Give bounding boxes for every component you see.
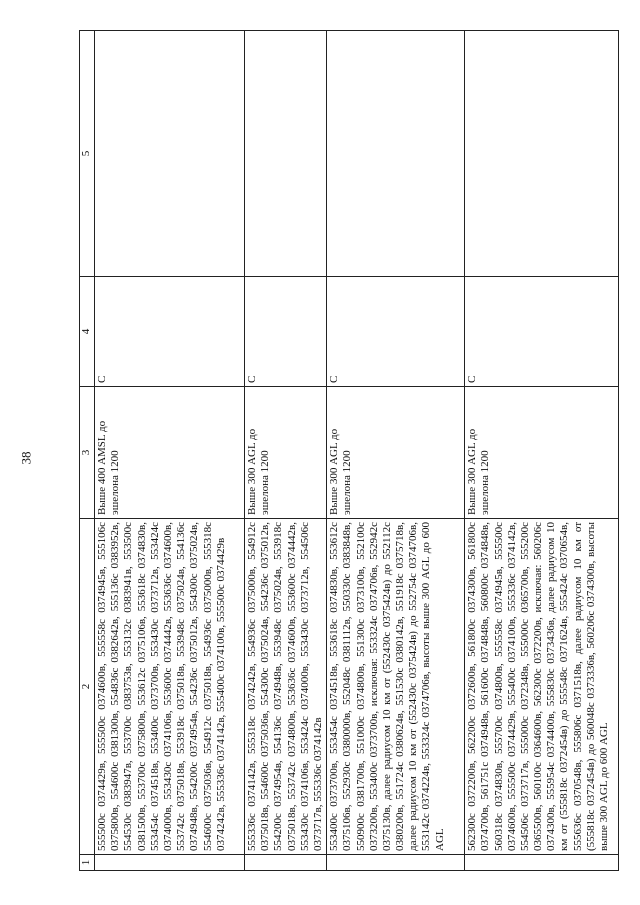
notes-cell — [465, 31, 619, 277]
class-cell: C — [465, 277, 619, 387]
header-cell-4: 4 — [80, 277, 95, 387]
class-cell: C — [327, 277, 465, 387]
header-row — [80, 31, 95, 871]
altitude-cell: Выше 300 AGL до эшелона 1200 — [245, 387, 327, 519]
coordinates-cell: 555500с 0374429в, 555500с 0374600в, 555558с 0374945в, 555106с 0375800в, 554600с 0381300в, 554836с 0382642в, 555136с 0383952в, 554530с 0383947в, 553700с 0383753в, 553132с 0383941в, 553500с 0381500в, 553700с 0375800в, 553612с 0375106в, 553618с 0374830в, 553454с 0374518в, 553400с 0373700в, 553430с 0373712в, 553424с 0374000в, 553430с 0374106в, 553600с 0374442в, 553636с 0374600в, 553742с 0375018в, 553918с 0375018в, 553948с 0375024в, 554136с 0374948в, 554200с 0374954в, 554236с 0375012в, 554300с 0375024в, 554600с 0375036в, 554912с 0375018в, 554936с 0375000в, 555318с 0374242в, 555336с 0374142в, 555400с 0374100в, 555500с 0374429в — [95, 519, 245, 855]
coordinates-cell: 553400с 0373700в, 553454с 0374518в, 553618с 0374830в, 553612с 0375106в, 552930с 0380000в, 552048с 0381112в, 550330с 0383848в, 550900с 0381700в, 551000с 0374800в, 551300с 0373100в, 552100с 0373200в, 553400с 0373700в, исключая: 553324с 0374706в, 552942с 0375130в, далее радиусом 10 км от (552430с 0375424в) до 552112с 0380200в, 551724с 0380624в, 551530с 0380142в, 551918с 0375718в, далее радиусом 10 км от (552430с 0375424в) до 552754с 0374706в, 553142с 0374224в, 553324с 0374706в, высоты выше 300 AGL до 600 AGL — [327, 519, 465, 855]
header-cell-2: 2 — [80, 519, 95, 855]
notes-cell — [95, 31, 245, 277]
row-number-cell — [95, 855, 245, 871]
altitude-cell: Выше 400 AMSL до эшелона 1200 — [95, 387, 245, 519]
rotated-table-wrapper — [79, 31, 619, 871]
page-number: 38 — [18, 451, 34, 465]
class-cell: C — [245, 277, 327, 387]
coordinates-cell: 562300с 0372200в, 562200с 0372600в, 561800с 0374300в, 561800с 0374700в, 561751с 0374948в, 561600с 0374848в, 560800с 0374848в, 560318с 0374830в, 555700с 0374800в, 555558с 0374945в, 555500с 0374600в, 555500с 0374429в, 555400с 0374100в, 555336с 0374142в, 554506с 0373717в, 555000с 0372348в, 555000с 0365700в, 555200с 0365500в, 560100с 0364600в, 562300с 0372200в, исключая: 560206с 0374300в, 555954с 0374400в, 555830с 0373436в, далее радиусом 10 км от (555818с 0372454в) до 555548с 0371624в, 555424с 0370654в, 555636с 0370548в, 555806с 0371518в, далее радиусом 10 км от (555818с 0372454в) до 560048с 0373336в, 560206с 0374300в, высоты выше 300 AGL до 600 AGL — [465, 519, 619, 855]
airspace-table — [79, 30, 619, 871]
coordinates-cell: 555336с 0374142в, 555318с 0374242в, 554936с 0375000в, 554912с 0375018в, 554600с 0375036в, 554300с 0375024в, 554236с 0375012в, 554200с 0374954в, 554136с 0374948в, 553948с 0375024в, 553918с 0375018в, 553742с 0374800в, 553636с 0374600в, 553600с 0374442в, 553430с 0374106в, 553424с 0374000в, 553430с 0373712в, 554506с 0373717в, 555336с 0374142в — [245, 519, 327, 855]
notes-cell — [327, 31, 465, 277]
table-row — [95, 31, 245, 871]
class-cell: C — [95, 277, 245, 387]
table-row — [245, 31, 327, 871]
row-number-cell — [245, 855, 327, 871]
row-number-cell — [465, 855, 619, 871]
altitude-cell: Выше 300 AGL до эшелона 1200 — [465, 387, 619, 519]
notes-cell — [245, 31, 327, 277]
table-row — [327, 31, 465, 871]
header-cell-5: 5 — [80, 31, 95, 277]
table-row — [465, 31, 619, 871]
header-cell-3: 3 — [80, 387, 95, 519]
row-number-cell — [327, 855, 465, 871]
altitude-cell: Выше 300 AGL до эшелона 1200 — [327, 387, 465, 519]
header-cell-1: 1 — [80, 855, 95, 871]
